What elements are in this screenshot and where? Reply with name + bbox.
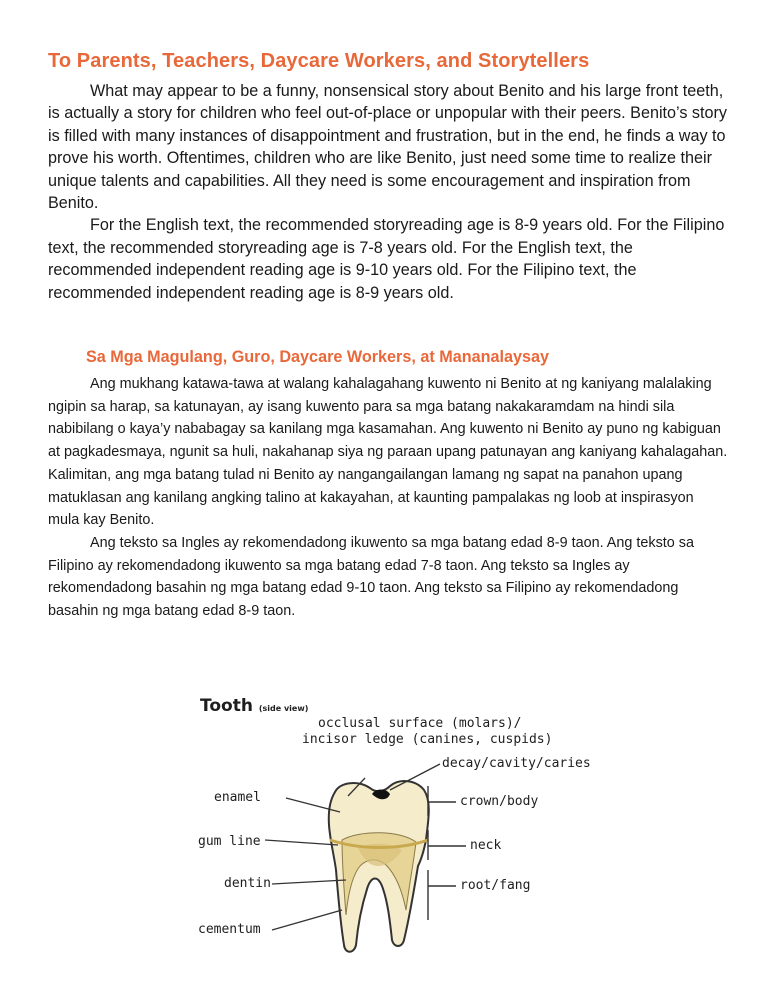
cementum-label: cementum bbox=[198, 922, 261, 937]
filipino-paragraph: Ang mukhang katawa-tawa at walang kahalagahang kuwento ni Benito at ng kaniyang malalaking ngipin sa harap, sa katunayan, ay isang kuwento para sa mga batang nakakaramdam na hindi sila nabibilang o kaya’y nababagay sa kanilang mga kasamahan. Ang kuwento ni Benito ay puno ng kabiguan at pagkadesmaya, ngunit sa huli, nakahanap siya ng paraan upang patunayan ang kaniyang kahalagahan. Kalimitan, ang mga batang tulad ni Benito ay nangangailangan lamang ng sapat na panahon upang matuklasan ang kanilang angking talino at kakayahan, at kaunting pampalakas ng loob at inspirasyon mula kay Benito. bbox=[48, 376, 728, 529]
english-body bbox=[48, 80, 738, 304]
decay-label: decay/cavity/caries bbox=[442, 756, 591, 771]
tooth-diagram bbox=[190, 690, 610, 970]
crown-label: crown/body bbox=[460, 794, 539, 809]
filipino-body bbox=[48, 373, 728, 623]
diagram-title: Tooth (side view) bbox=[200, 696, 309, 716]
english-paragraph: What may appear to be a funny, nonsensical story about Benito and his large front teeth, is actually a story for children who feel out-of-place or unpopular with their peers. Benito’s story is filled with many instances of disappointment and frustration, but in the end, he finds a way to prove his worth. Oftentimes, children who are like Benito, just need some time to realize their unique talents and capabilities. All they need is some encouragement and inspiration from Benito. bbox=[48, 82, 728, 213]
neck-label: neck bbox=[470, 838, 502, 853]
filipino-paragraph: Ang teksto sa Ingles ay rekomendadong ikuwento sa mga batang edad 8-9 taon. Ang teksto sa Filipino ay rekomendadong ikuwento sa mga batang edad 7-8 taon. Ang teksto sa Ingles ay rekomendadong basahin ng mga batang edad 9-10 taon. Ang teksto sa Filipino ay rekomendadong basahin ng mga batang edad 8-9 taon. bbox=[48, 534, 695, 620]
incisor-label: incisor ledge (canines, cuspids) bbox=[302, 732, 553, 747]
gum-line-label: gum line bbox=[198, 834, 261, 849]
enamel-label: enamel bbox=[214, 790, 261, 805]
english-paragraph: For the English text, the recommended storyreading age is 8-9 years old. For the Filipino text, the recommended storyreading age is 7-8 years old. For the English text, the recommended independent reading age is 9-10 years old. For the Filipino text, the recommended independent reading age is 8-9 years old. bbox=[48, 216, 725, 302]
dentin-label: dentin bbox=[224, 876, 271, 891]
occlusal-label: occlusal surface (molars)/ bbox=[318, 716, 522, 731]
filipino-heading: Sa Mga Magulang, Guro, Daycare Workers, at Mananalaysay bbox=[86, 348, 550, 366]
root-label: root/fang bbox=[460, 878, 531, 893]
english-heading: To Parents, Teachers, Daycare Workers, and Storytellers bbox=[48, 50, 590, 72]
